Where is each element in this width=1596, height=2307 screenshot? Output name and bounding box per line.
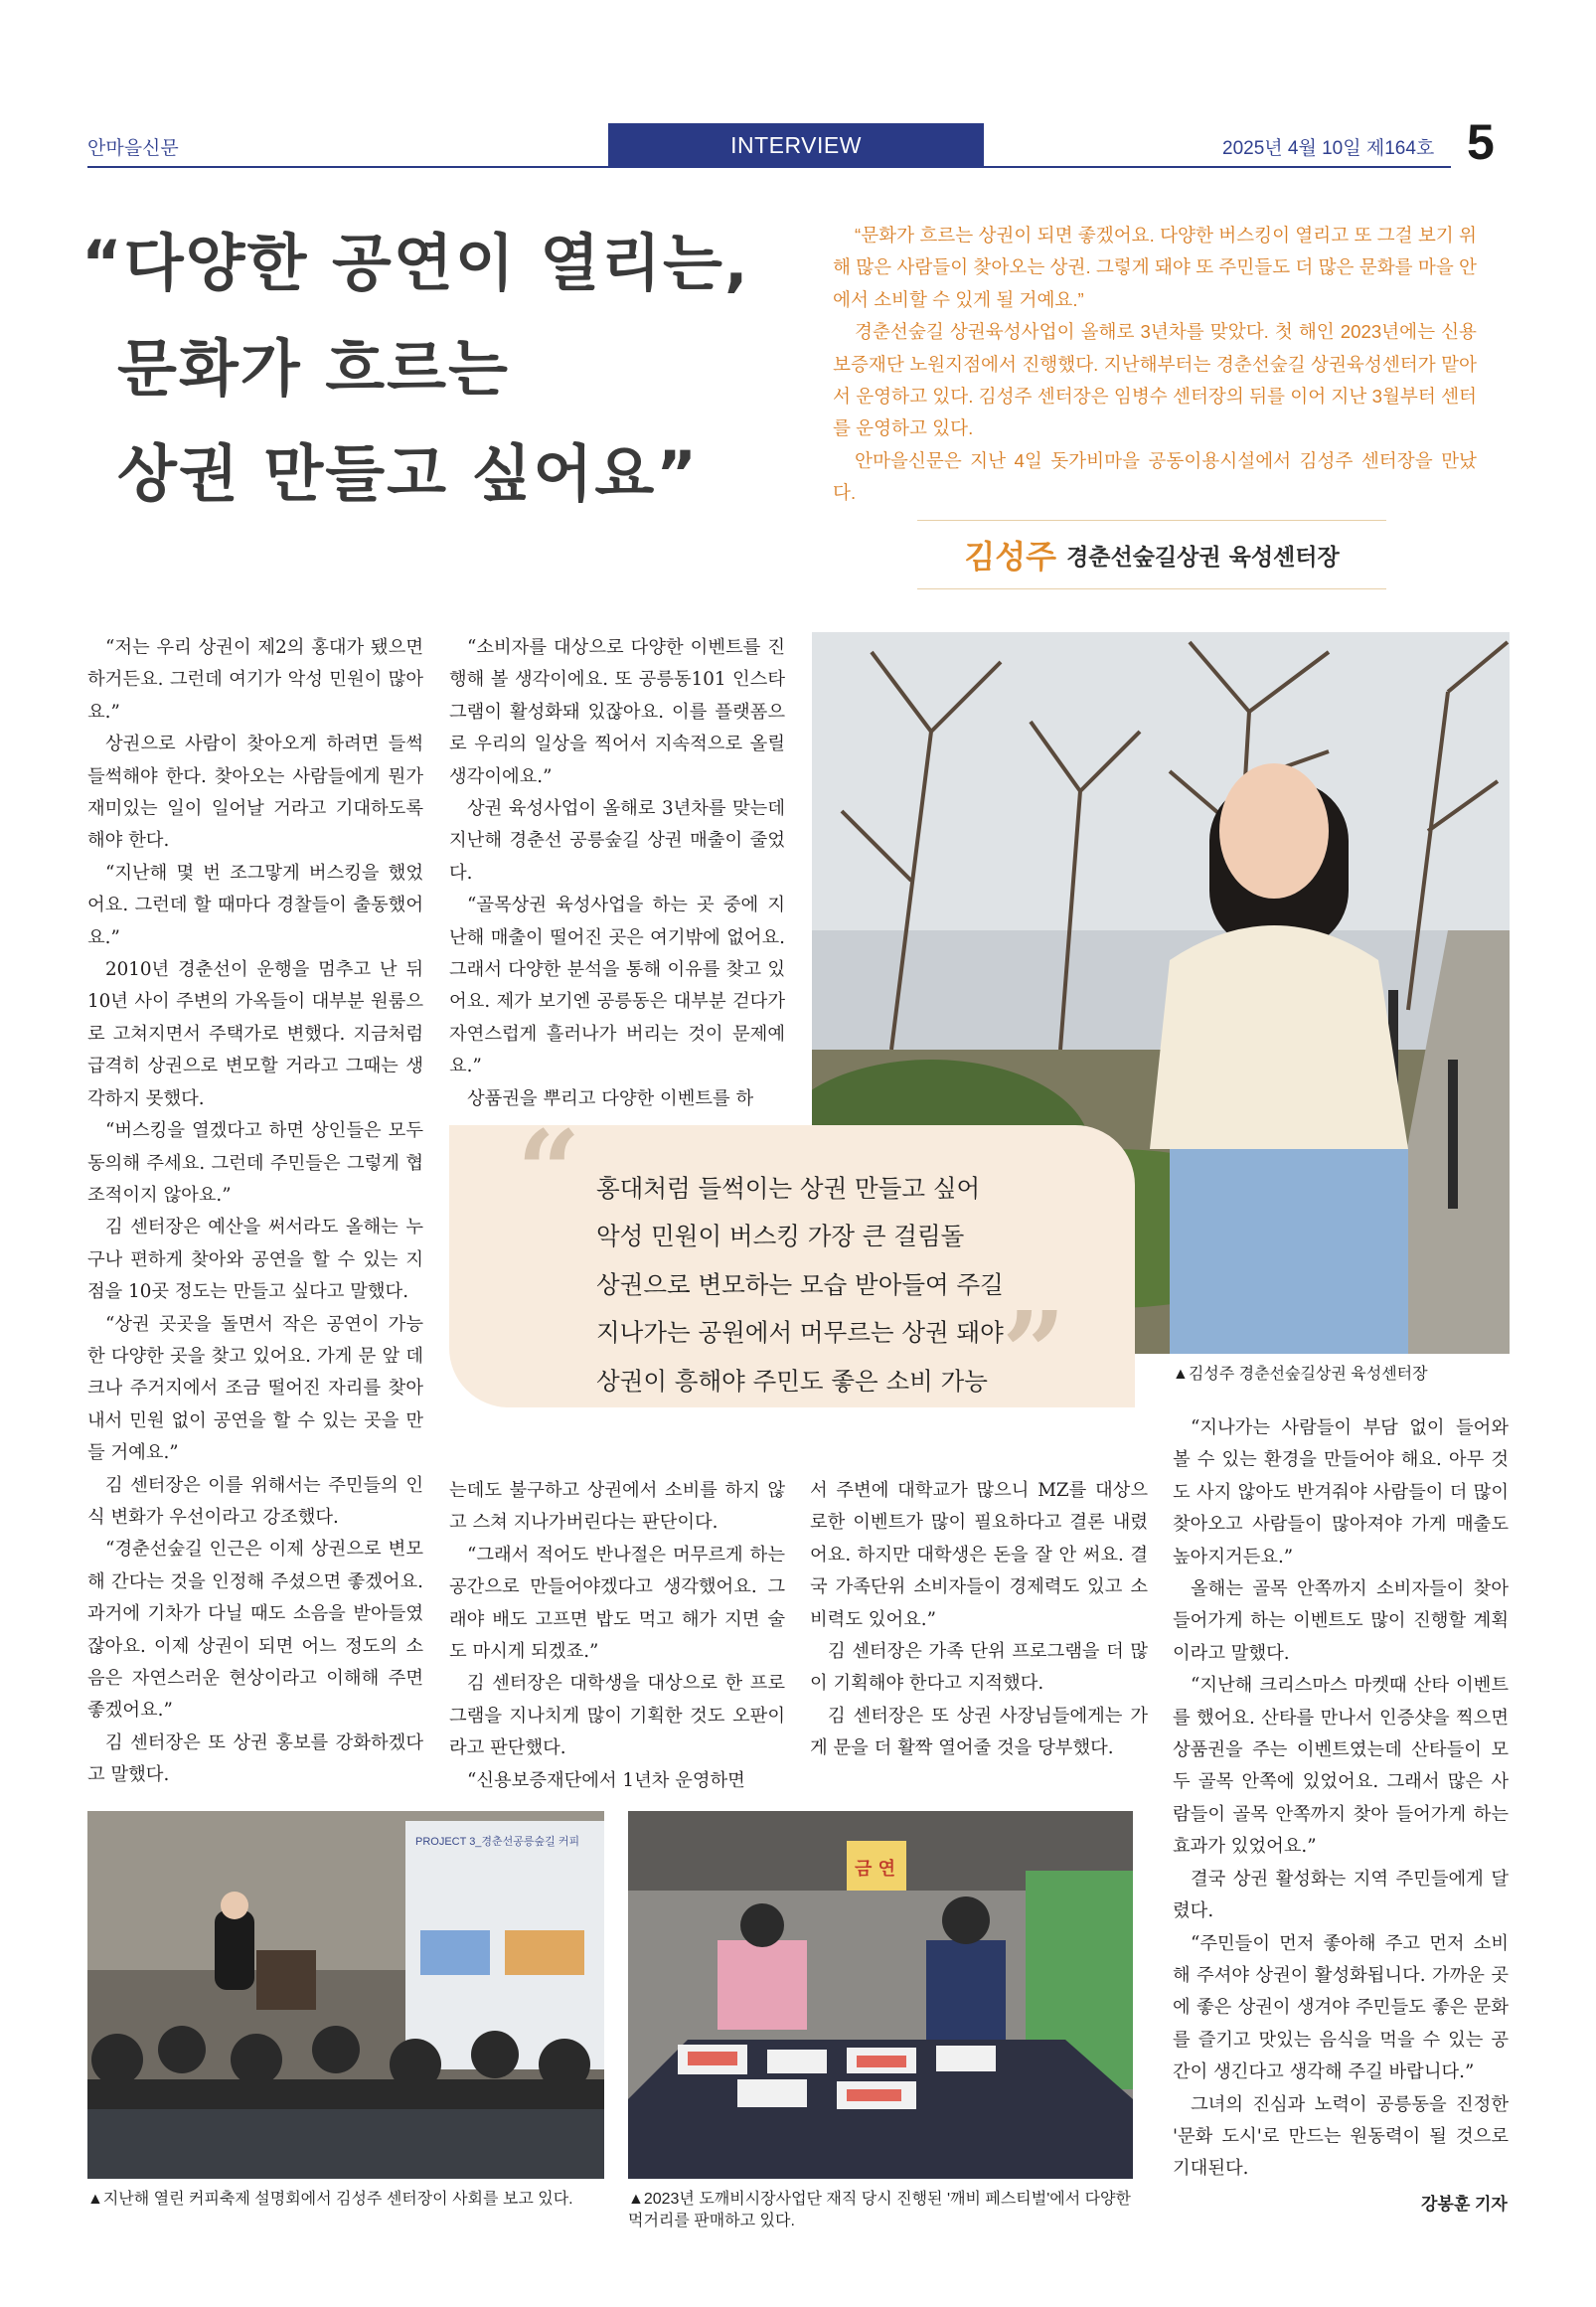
- body-paragraph: 상권으로 사람이 찾아오게 하려면 들썩들썩해야 한다. 찾아오는 사람들에게 뭔가 재미있는 일이 일어날 거라고 기대하도록 해야 한다.: [87, 734, 423, 852]
- body-paragraph: 상품권을 뿌리고 다양한 이벤트를 하: [467, 1087, 754, 1109]
- lead-p1: “문화가 흐르는 상권이 되면 좋겠어요. 다양한 버스킹이 열리고 또 그걸 보기 위해 많은 사람들이 찾아오는 상권. 그렇게 돼야 또 주민들도 더 많은 문화를 마을 안에서 소비할 수 있게 될 거예요.”: [833, 225, 1477, 310]
- close-quote-icon: ”: [1002, 1288, 1066, 1418]
- pull-quote-lines: [596, 1165, 1004, 1405]
- shop-sign: 금 연: [855, 1859, 896, 1880]
- body-paragraph: “지난해 크리스마스 마켓때 산타 이벤트를 했어요. 산타를 만나서 인증샷을 찍으면 상품권을 주는 이벤트였는데 산타들이 모두 골목 안쪽에 있었어요. 그래서 많은 사람들이 골목 안쪽까지 찾아 들어가게 하는 효과가 있었어요.”: [1173, 1675, 1509, 1858]
- body-paragraph: 올해는 골목 안쪽까지 소비자들이 찾아 들어가게 하는 이벤트도 많이 진행할 계획이라고 말했다.: [1173, 1578, 1509, 1664]
- main-photo-caption: ▲김성주 경춘선숲길상권 육성센터장: [1173, 1366, 1428, 1383]
- body-paragraph: 김 센터장은 대학생을 대상으로 한 프로그램을 지나치게 많이 기획한 것도 오판이라고 판단했다.: [449, 1673, 785, 1759]
- body-column-3: [449, 1475, 785, 1797]
- body-paragraph: 김 센터장은 예산을 써서라도 올해는 누구나 편하게 찾아와 공연을 할 수 있는 지점을 10곳 정도는 만들고 싶다고 말했다.: [87, 1217, 423, 1303]
- lead-paragraph: [833, 220, 1477, 510]
- pull-quote-line: 상권이 흥해야 주민도 좋은 소비 가능: [596, 1366, 988, 1396]
- seminar-photo-caption: ▲지난해 열린 커피축제 설명회에서 김성주 센터장이 사회를 보고 있다.: [87, 2191, 573, 2208]
- section-label: INTERVIEW: [730, 131, 862, 158]
- headline-line-3: 상권 만들고 싶어요”: [117, 437, 700, 510]
- body-paragraph: 는데도 불구하고 상권에서 소비를 하지 않고 스쳐 지나가버린다는 판단이다.: [449, 1480, 785, 1534]
- body-paragraph: 서 주변에 대학교가 많으니 MZ를 대상으로한 이벤트가 많이 필요하다고 결론 내렸어요. 하지만 대학생은 돈을 잘 안 써요. 결국 가족단위 소비자들이 경제력도 있고 소비력도 있어요.”: [810, 1480, 1148, 1630]
- body-paragraph: “지난해 몇 번 조그맣게 버스킹을 했었어요. 그런데 할 때마다 경찰들이 출동했어요.”: [87, 862, 423, 948]
- market-photo: [628, 1811, 1133, 2179]
- pull-quote-line: 악성 민원이 버스킹 가장 큰 걸림돌: [596, 1222, 965, 1251]
- headline-line-2: 문화가 흐르는: [117, 332, 510, 405]
- market-photo-caption: ▲2023년 도깨비시장사업단 재직 당시 진행된 '깨비 페스티벌'에서 다양한 먹거리를 판매하고 있다.: [628, 2191, 1131, 2229]
- paper-name: 안마을신문: [87, 138, 179, 159]
- issue-info: 2025년 4월 10일 제164호: [1222, 138, 1435, 159]
- body-paragraph: “버스킹을 열겠다고 하면 상인들은 모두 동의해 주세요. 그런데 주민들은 그렇게 협조적이지 않아요.”: [87, 1120, 423, 1206]
- body-paragraph: “상권 곳곳을 돌면서 작은 공연이 가능한 다양한 곳을 찾고 있어요. 가게 문 앞 데크나 주거지에서 조금 떨어진 자리를 찾아내서 민원 없이 공연을 할 수 있는 곳을 만들 거예요.”: [87, 1313, 423, 1464]
- header-rule: [87, 166, 1451, 168]
- body-paragraph: 김 센터장은 가족 단위 프로그램을 더 많이 기획해야 한다고 지적했다.: [810, 1641, 1148, 1695]
- body-paragraph: 2010년 경춘선이 운행을 멈추고 난 뒤 10년 사이 주변의 가옥들이 대부분 원룸으로 고쳐지면서 주택가로 변했다. 지금처럼 급격히 상권으로 변모할 거라고 그때는 생각하지 못했다.: [87, 959, 423, 1109]
- interviewee-name: 김성주: [964, 538, 1057, 576]
- pull-quote-line: 홍대처럼 들썩이는 상권 만들고 싶어: [596, 1174, 981, 1203]
- body-paragraph: “소비자를 대상으로 다양한 이벤트를 진행해 볼 생각이에요. 또 공릉동101 인스타그램이 활성화돼 있잖아요. 이를 플랫폼으로 우리의 일상을 찍어서 지속적으로 올릴 생각이에요.”: [449, 637, 785, 787]
- section-band: [608, 123, 984, 167]
- body-paragraph: 그녀의 진심과 노력이 공릉동을 진정한 '문화 도시'로 만드는 원동력이 될 것으로 기대된다.: [1173, 2093, 1509, 2180]
- body-paragraph: “골목상권 육성사업을 하는 곳 중에 지난해 매출이 떨어진 곳은 여기밖에 없어요. 그래서 다양한 분석을 통해 이유를 찾고 있어요. 제가 보기엔 공릉동은 대부분 걷다가 자연스럽게 흘러나가 버리는 것이 문제예요.”: [449, 895, 785, 1077]
- body-paragraph: “주민들이 먼저 좋아해 주고 먼저 소비해 주셔야 상권이 활성화됩니다. 가까운 곳에 좋은 상권이 생겨야 주민들도 좋은 문화를 즐기고 맛있는 음식을 먹을 수 있는 공간이 생긴다고 생각해 주길 바랍니다.”: [1173, 1932, 1509, 2083]
- lead-p3: 안마을신문은 지난 4일 돗가비마을 공동이용시설에서 김성주 센터장을 만났다.: [833, 449, 1477, 504]
- headline-line-1: “다양한 공연이 열리는,: [81, 227, 750, 299]
- body-column-1: [87, 632, 423, 1792]
- reporter-byline: 강봉훈 기자: [1421, 2195, 1508, 2214]
- lead-p2: 경춘선숲길 상권육성사업이 올해로 3년차를 맞았다. 첫 해인 2023년에는 신용보증재단 노원지점에서 진행했다. 지난해부터는 경춘선숲길 상권육성센터가 맡아서 운영하고 있다. 김성주 센터장은 임병수 센터장의 뒤를 이어 지난 3월부터 센터를 운영하고 있다.: [833, 321, 1477, 439]
- body-column-4: [810, 1475, 1148, 1765]
- body-paragraph: 김 센터장은 또 상권 사장님들에게는 가게 문을 더 활짝 열어줄 것을 당부했다.: [810, 1705, 1148, 1759]
- body-paragraph: “저는 우리 상권이 제2의 홍대가 됐으면 하거든요. 그런데 여기가 악성 민원이 많아요.”: [87, 637, 423, 723]
- page-number: 5: [1467, 114, 1495, 170]
- body-paragraph: “신용보증재단에서 1년차 운영하면: [467, 1769, 745, 1791]
- pull-quote-line: 상권으로 변모하는 모습 받아들여 주길: [596, 1269, 1004, 1299]
- body-paragraph: 상권 육성사업이 올해로 3년차를 맞는데 지난해 경춘선 공릉숲길 상권 매출이 줄었다.: [449, 798, 785, 884]
- body-paragraph: 김 센터장은 또 상권 홍보를 강화하겠다고 말했다.: [87, 1731, 423, 1786]
- pull-quote: [449, 1107, 1135, 1418]
- body-paragraph: 결국 상권 활성화는 지역 주민들에게 달렸다.: [1173, 1868, 1509, 1922]
- body-paragraph: “경춘선숲길 인근은 이제 상권으로 변모해 간다는 것을 인정해 주셨으면 좋겠어요. 과거에 기차가 다닐 때도 소음을 받아들였잖아요. 이제 상권이 되면 어느 정도의 소음은 자연스러운 현상이라고 이해해 주면 좋겠어요.”: [87, 1539, 423, 1722]
- body-paragraph: 김 센터장은 이를 위해서는 주민들의 인식 변화가 우선이라고 강조했다.: [87, 1474, 423, 1528]
- body-paragraph: “그래서 적어도 반나절은 머무르게 하는 공간으로 만들어야겠다고 생각했어요. 그래야 배도 고프면 밥도 먹고 해가 지면 술도 마시게 되겠죠.”: [449, 1544, 785, 1663]
- body-paragraph: “지나가는 사람들이 부담 없이 들어와 볼 수 있는 환경을 만들어야 해요. 아무 것도 사지 않아도 반겨줘야 사람들이 더 많이 찾아오고 사람들이 많아져야 가게 매출도 높아지거든요.”: [1173, 1417, 1509, 1567]
- interviewee-title: 경춘선숲길상권 육성센터장: [1066, 544, 1340, 571]
- body-column-2: [449, 632, 785, 1115]
- slide-title: PROJECT 3_경춘선공릉숲길 커피: [415, 1836, 580, 1848]
- open-quote-icon: “: [517, 1107, 581, 1237]
- seminar-photo: [87, 1811, 604, 2179]
- headline: [81, 211, 837, 527]
- pull-quote-line: 지나가는 공원에서 머무르는 상권 돼야: [596, 1318, 1004, 1348]
- interviewee-box: [917, 520, 1386, 589]
- body-column-5: [1173, 1412, 1509, 2186]
